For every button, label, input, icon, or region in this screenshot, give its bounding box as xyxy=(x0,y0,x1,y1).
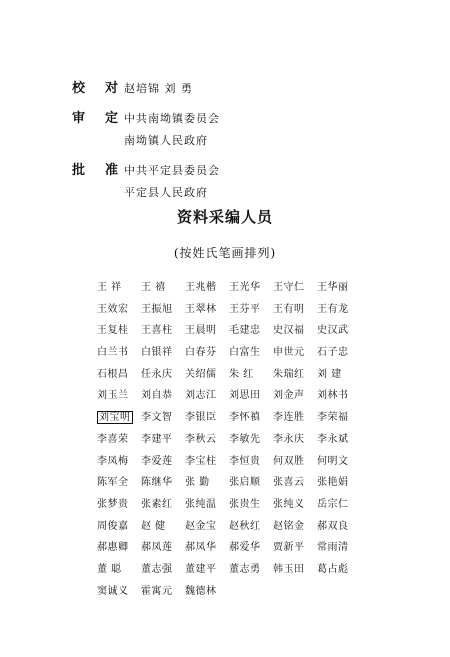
name-cell xyxy=(141,581,185,603)
name-cell xyxy=(97,516,141,538)
person-name: 李秋云 xyxy=(185,433,217,445)
person-name: 陈继华 xyxy=(141,477,173,489)
person-name: 张素红 xyxy=(141,498,173,510)
person-name: 张喜云 xyxy=(273,477,305,489)
name-cell xyxy=(97,494,141,516)
credit-label-char: 审 xyxy=(72,111,86,126)
name-cell xyxy=(317,407,361,429)
name-cell xyxy=(273,559,317,581)
person-name: 李怀禛 xyxy=(229,412,261,424)
credit-label xyxy=(72,162,124,180)
name-cell xyxy=(317,451,361,473)
person-name: 赵金宝 xyxy=(185,520,217,532)
name-cell xyxy=(97,342,141,364)
person-name: 李凤梅 xyxy=(97,455,129,467)
name-cell xyxy=(229,429,273,451)
person-name: 赵 健 xyxy=(141,520,166,532)
person-name: 王 禧 xyxy=(141,282,166,293)
person-name: 陈军全 xyxy=(97,477,129,489)
person-name: 岳宗仁 xyxy=(317,498,349,510)
person-name: 史汉武 xyxy=(317,325,349,337)
person-name: 董建平 xyxy=(185,563,217,575)
person-name: 朱瑞红 xyxy=(273,368,305,380)
name-cell xyxy=(97,364,141,386)
person-name: 李恒贵 xyxy=(229,455,261,467)
name-cell xyxy=(141,407,185,429)
person-name: 石子忠 xyxy=(317,347,349,359)
name-cell xyxy=(229,364,273,386)
person-name: 刘自恭 xyxy=(141,390,173,402)
name-cell xyxy=(141,559,185,581)
person-name: 郝惠卿 xyxy=(97,542,129,554)
person-name: 王光华 xyxy=(229,282,261,293)
person-name: 霍寓元 xyxy=(141,585,173,597)
name-cell xyxy=(97,451,141,473)
person-name: 李银臣 xyxy=(185,412,217,424)
credit-value: 南坳镇人民政府 xyxy=(124,134,208,147)
person-name: 张梦贵 xyxy=(97,498,129,510)
credit-label-char: 定 xyxy=(104,111,118,126)
person-name: 葛占彪 xyxy=(317,563,349,575)
person-name: 郝爱华 xyxy=(229,542,261,554)
credit-label xyxy=(72,110,124,128)
name-cell xyxy=(97,559,141,581)
person-name: 石根昌 xyxy=(97,368,129,380)
person-name: 张贵生 xyxy=(229,498,261,510)
person-name: 王守仁 xyxy=(273,282,305,293)
credit-label xyxy=(72,80,124,98)
name-cell xyxy=(141,451,185,473)
person-name: 窦诚义 xyxy=(97,585,129,597)
person-name: 李建平 xyxy=(141,433,173,445)
person-name: 刘思田 xyxy=(229,390,261,402)
credit-values xyxy=(124,162,220,206)
name-cell xyxy=(141,364,185,386)
name-cell xyxy=(229,472,273,494)
person-name: 刘志江 xyxy=(185,390,217,402)
name-cell xyxy=(317,472,361,494)
person-name: 张 勤 xyxy=(185,477,210,489)
name-cell xyxy=(273,494,317,516)
credits-block xyxy=(72,80,220,214)
person-name: 白银祥 xyxy=(141,347,173,359)
person-name: 白富生 xyxy=(229,347,261,359)
credit-label-char: 批 xyxy=(72,163,86,178)
credit-row xyxy=(72,162,220,206)
person-name: 魏德林 xyxy=(185,585,217,597)
name-cell xyxy=(97,429,141,451)
name-cell xyxy=(185,451,229,473)
name-cell xyxy=(141,537,185,559)
name-cell xyxy=(185,581,229,603)
section-title: 资料采编人员 xyxy=(176,208,273,226)
person-name: 董志勇 xyxy=(229,563,261,575)
name-cell xyxy=(273,277,317,299)
person-name: 刘宝明 xyxy=(99,412,131,424)
credit-values xyxy=(124,80,193,102)
name-cell xyxy=(273,537,317,559)
name-cell xyxy=(229,559,273,581)
name-cell xyxy=(229,451,273,473)
person-name: 张艳娟 xyxy=(317,477,349,489)
name-cell xyxy=(97,537,141,559)
person-name: 史汉福 xyxy=(273,325,305,337)
name-cell xyxy=(229,407,273,429)
person-name: 李文智 xyxy=(141,412,173,424)
name-cell xyxy=(185,516,229,538)
name-cell xyxy=(273,429,317,451)
name-cell xyxy=(273,407,317,429)
name-cell xyxy=(229,516,273,538)
person-name: 李连胜 xyxy=(273,412,305,424)
person-name: 朱 红 xyxy=(229,368,254,380)
name-cell xyxy=(317,277,361,299)
person-name: 李敏先 xyxy=(229,433,261,445)
person-name: 赵秋红 xyxy=(229,520,261,532)
name-cell xyxy=(317,299,361,321)
person-name: 白兰书 xyxy=(97,347,129,359)
name-cell xyxy=(185,364,229,386)
credit-label-char: 准 xyxy=(104,163,118,178)
name-cell xyxy=(141,429,185,451)
name-cell xyxy=(273,472,317,494)
person-name: 何双胜 xyxy=(273,455,305,467)
person-name: 李永庆 xyxy=(273,433,305,445)
name-cell xyxy=(141,299,185,321)
person-name: 王复桂 xyxy=(97,325,129,337)
person-name: 董志强 xyxy=(141,563,173,575)
section-subtitle: (按姓氏笔画排列) xyxy=(173,246,277,260)
person-name: 韩玉田 xyxy=(273,563,305,575)
name-cell xyxy=(273,364,317,386)
name-cell xyxy=(229,537,273,559)
name-cell xyxy=(185,494,229,516)
credit-label-char: 校 xyxy=(72,81,86,96)
person-name: 王翠林 xyxy=(185,303,217,315)
credit-row xyxy=(72,80,220,102)
name-cell xyxy=(185,342,229,364)
name-cell xyxy=(185,299,229,321)
person-name: 关绍儒 xyxy=(185,368,217,380)
credit-value: 中共平定县委员会 xyxy=(124,164,220,177)
name-cell xyxy=(273,451,317,473)
person-name: 刘林书 xyxy=(317,390,349,402)
name-cell xyxy=(273,320,317,342)
person-name: 王晨明 xyxy=(185,325,217,337)
name-cell xyxy=(317,429,361,451)
name-cell xyxy=(97,320,141,342)
credit-value: 中共南坳镇委员会 xyxy=(124,112,220,125)
person-name: 张纯义 xyxy=(273,498,305,510)
person-name: 王振旭 xyxy=(141,303,173,315)
person-name: 王芬平 xyxy=(229,303,261,315)
person-name: 任永庆 xyxy=(141,368,173,380)
person-name: 郝凤华 xyxy=(185,542,217,554)
name-cell xyxy=(97,385,141,407)
name-cell xyxy=(97,299,141,321)
name-cell xyxy=(141,494,185,516)
name-cell xyxy=(141,342,185,364)
name-cell xyxy=(317,342,361,364)
person-name: 李永斌 xyxy=(317,433,349,445)
name-cell xyxy=(97,581,141,603)
name-cell xyxy=(185,537,229,559)
person-name: 李荣福 xyxy=(317,412,349,424)
name-cell xyxy=(185,385,229,407)
person-name: 王华丽 xyxy=(317,282,349,293)
name-cell xyxy=(229,320,273,342)
person-name: 王兆楷 xyxy=(185,282,217,293)
name-cell xyxy=(141,320,185,342)
credit-label-char: 对 xyxy=(104,81,118,96)
name-cell xyxy=(97,407,141,429)
name-cell xyxy=(141,472,185,494)
name-cell xyxy=(317,320,361,342)
person-name: 贾新平 xyxy=(273,542,305,554)
name-cell xyxy=(229,342,273,364)
person-name: 刘玉兰 xyxy=(97,390,129,402)
name-cell xyxy=(229,494,273,516)
name-cell xyxy=(229,385,273,407)
name-cell xyxy=(317,494,361,516)
person-name: 常雨清 xyxy=(317,542,349,554)
person-name: 郝双良 xyxy=(317,520,349,532)
name-cell xyxy=(229,299,273,321)
person-name: 王有明 xyxy=(273,303,305,315)
name-cell xyxy=(317,537,361,559)
credit-row xyxy=(72,110,220,154)
name-cell xyxy=(185,407,229,429)
name-cell xyxy=(97,472,141,494)
credit-value: 平定县人民政府 xyxy=(124,186,208,199)
person-name: 郝凤莲 xyxy=(141,542,173,554)
person-name: 毛建忠 xyxy=(229,325,261,337)
person-name: 王效宏 xyxy=(97,303,129,315)
person-name: 何明文 xyxy=(317,455,349,467)
name-cell xyxy=(97,277,141,299)
person-name: 申世元 xyxy=(273,347,305,359)
person-name: 周俊嘉 xyxy=(97,520,129,532)
person-name: 王有龙 xyxy=(317,303,349,315)
name-cell xyxy=(185,472,229,494)
name-cell xyxy=(317,559,361,581)
person-name: 王 祥 xyxy=(97,282,122,293)
name-cell xyxy=(185,277,229,299)
name-cell xyxy=(185,320,229,342)
person-name: 刘 建 xyxy=(317,368,342,380)
name-cell xyxy=(273,299,317,321)
name-cell xyxy=(141,385,185,407)
person-name: 李宝柱 xyxy=(185,455,217,467)
name-cell xyxy=(317,516,361,538)
person-name: 李爱莲 xyxy=(141,455,173,467)
person-name: 白春芬 xyxy=(185,347,217,359)
person-name: 王喜柱 xyxy=(141,325,173,337)
name-cell xyxy=(273,516,317,538)
name-cell xyxy=(317,385,361,407)
person-name: 董 聪 xyxy=(97,563,122,575)
name-cell xyxy=(229,277,273,299)
name-cell xyxy=(317,364,361,386)
person-name: 赵铭金 xyxy=(273,520,305,532)
credit-value: 赵培锦 刘 勇 xyxy=(124,82,193,95)
name-cell xyxy=(273,385,317,407)
person-name: 张启顺 xyxy=(229,477,261,489)
name-cell xyxy=(141,516,185,538)
name-cell xyxy=(141,277,185,299)
name-cell xyxy=(273,342,317,364)
person-name: 李喜荣 xyxy=(97,433,129,445)
names-grid xyxy=(97,277,365,602)
person-name: 刘金声 xyxy=(273,390,305,402)
name-cell xyxy=(185,429,229,451)
credit-values xyxy=(124,110,220,154)
person-name: 张纯温 xyxy=(185,498,217,510)
name-cell xyxy=(185,559,229,581)
